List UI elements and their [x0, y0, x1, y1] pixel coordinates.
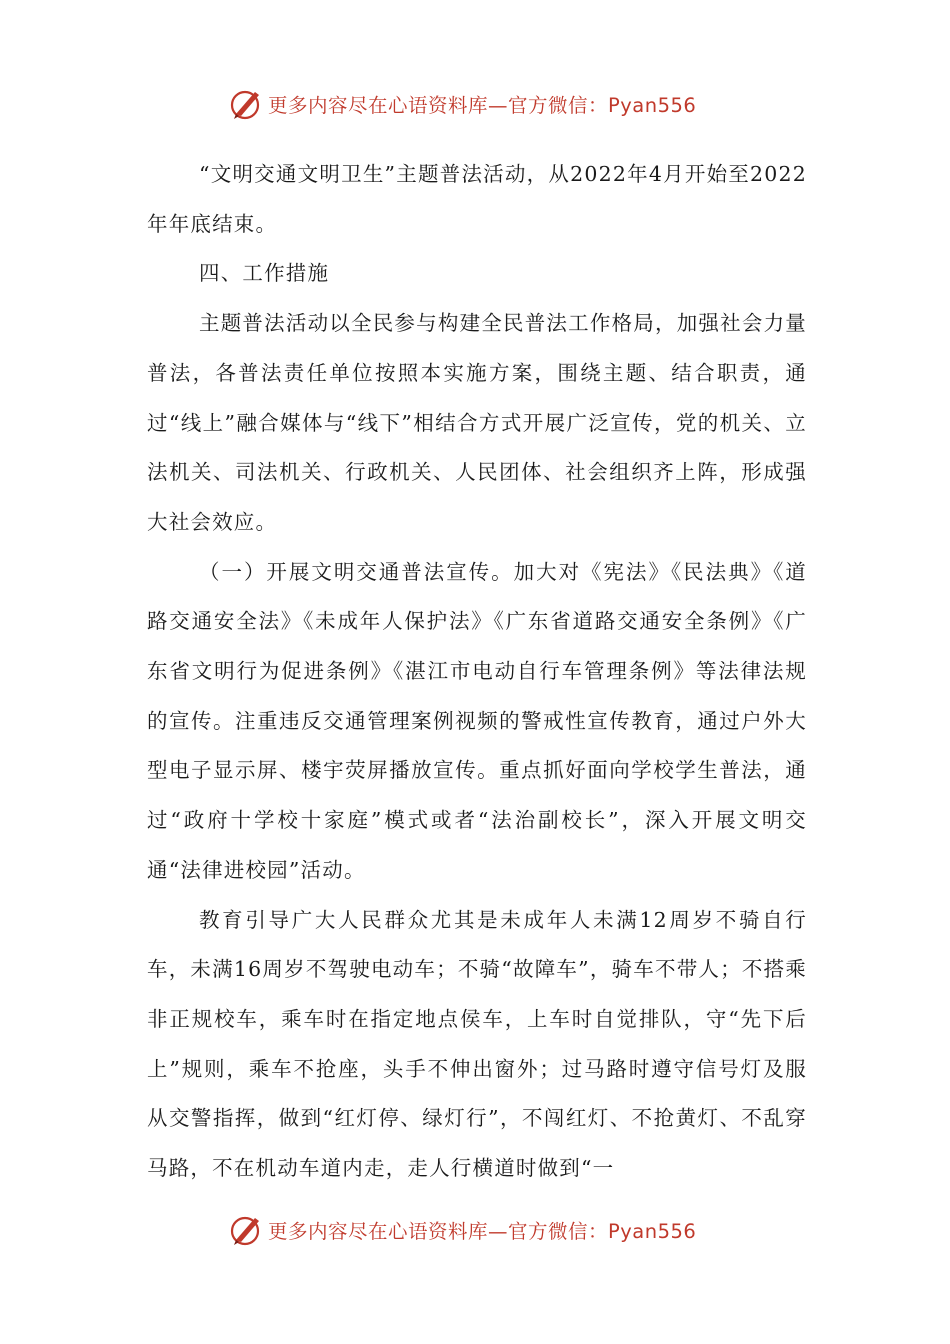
header-banner-text: 更多内容尽在心语资料库—官方微信：Pyan556: [268, 94, 697, 117]
paragraph-education-guidance: 教育引导广大人民群众尤其是未成年人未满12周岁不骑自行车，未满16周岁不驾驶电动车；不骑“故障车”，骑车不带人；不搭乘非正规校车，乘车时在指定地点侯车，上车时自觉排队，守“先下后上”规则，乘车不抢座，头手不伸出窗外；过马路时遵守信号灯及服从交警指挥，做到“红灯停、绿灯行”，不闯红灯、不抢黄灯、不乱穿马路，不在机动车道内走，走人行横道时做到“一: [147, 907, 807, 1181]
footer-banner-text: 更多内容尽在心语资料库—官方微信：Pyan556: [268, 1220, 697, 1243]
header-banner: [228, 84, 696, 124]
paragraph-overview: 主题普法活动以全民参与构建全民普法工作格局，加强社会力量普法，各普法责任单位按照本实施方案，围绕主题、结合职责，通过“线上”融合媒体与“线下”相结合方式开展广泛宣传，党的机关、立法机关、司法机关、行政机关、人民团体、社会组织齐上阵，形成强大社会效应。: [147, 311, 807, 534]
section-heading-work-measures: 四、工作措施: [199, 261, 330, 286]
footer-banner: [228, 1210, 696, 1250]
pen-logo-icon: [228, 1212, 264, 1248]
document-body: [147, 150, 807, 1194]
paragraph-traffic-law-publicity: （一）开展文明交通普法宣传。加大对《宪法》《民法典》《道路交通安全法》《未成年人保护法》《广东省道路交通安全条例》《广东省文明行为促进条例》《湛江市电动自行车管理条例》等法律法规的宣传。注重违反交通管理案例视频的警戒性宣传教育，通过户外大型电子显示屏、楼宇荧屏播放宣传。重点抓好面向学校学生普法，通过“政府十学校十家庭”模式或者“法治副校长”，深入开展文明交通“法律进校园”活动。: [147, 559, 807, 882]
pen-logo-icon: [228, 86, 264, 122]
paragraph-activity-period: “文明交通文明卫生”主题普法活动，从2022年4月开始至2022年年底结束。: [147, 162, 807, 236]
